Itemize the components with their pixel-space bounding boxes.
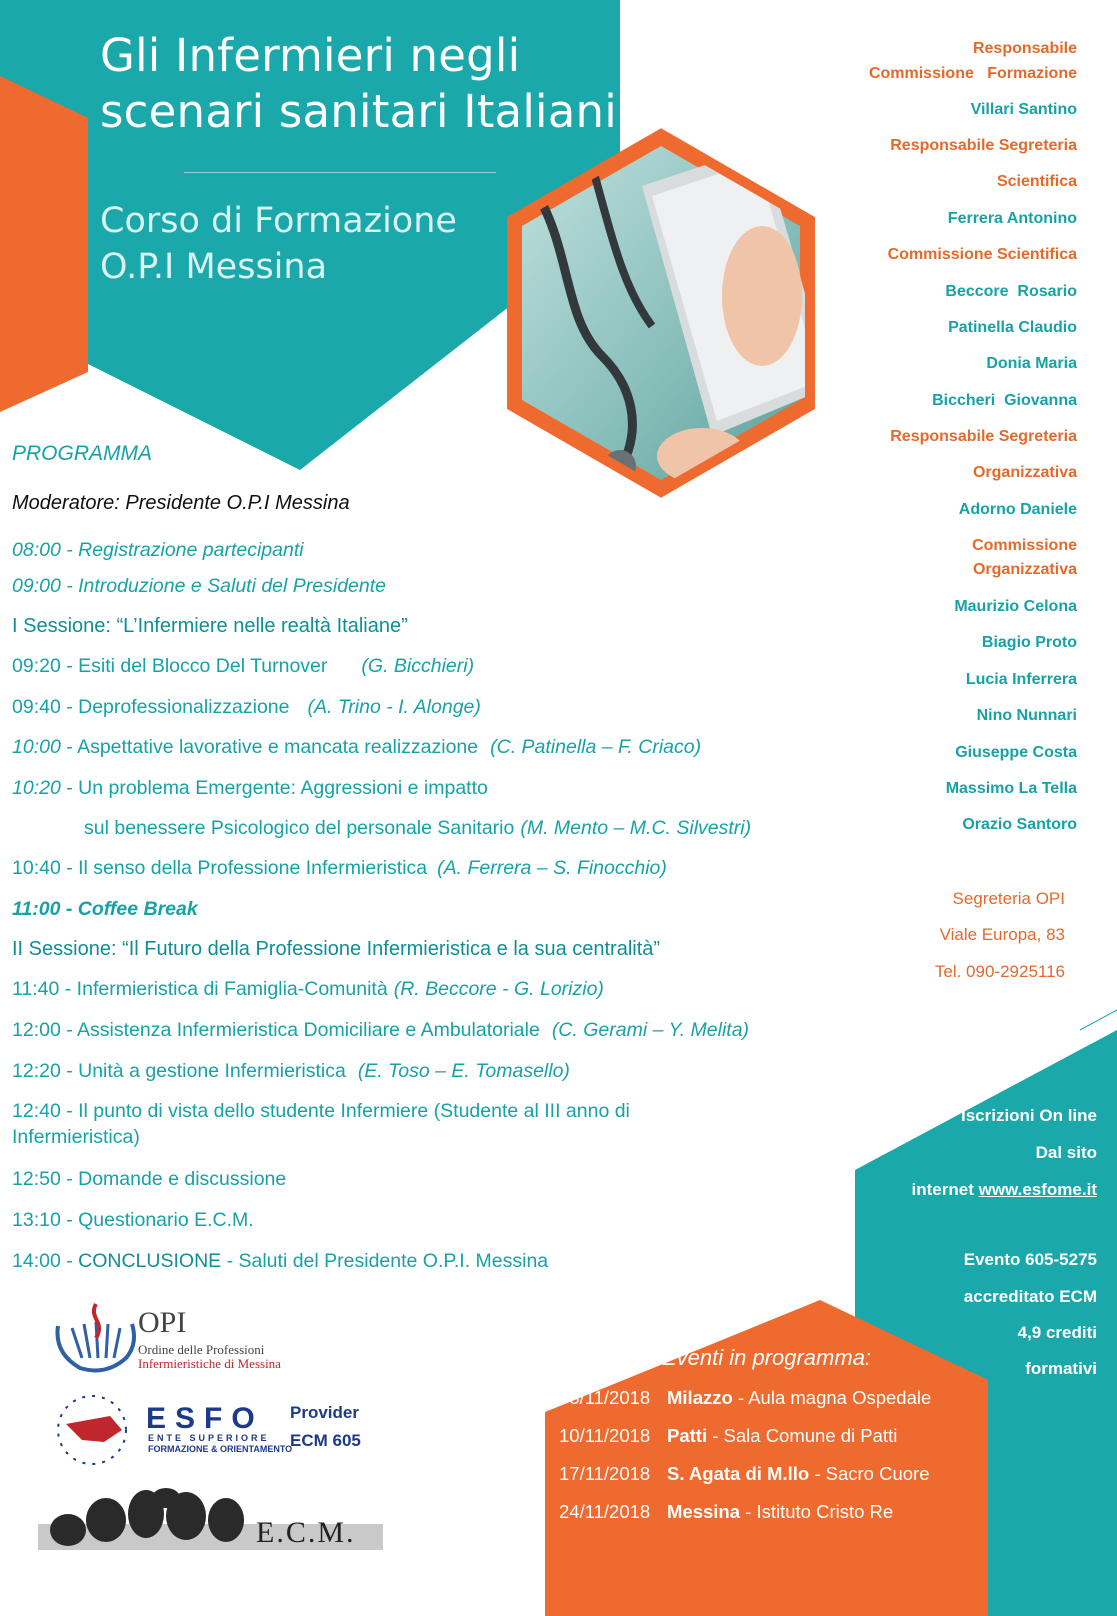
agenda-bold: CONCLUSIONE	[78, 1250, 222, 1272]
agenda-speaker: (G. Bicchieri)	[361, 655, 475, 677]
ecm-line-4: formativi	[1025, 1359, 1097, 1378]
event-place: S. Agata di M.llo	[667, 1463, 810, 1484]
agenda-speaker: (C. Patinella – F. Criaco)	[490, 736, 702, 758]
organizer-line: Massimo La Tella	[945, 780, 1077, 797]
event-venue: - Sacro Cuore	[809, 1463, 930, 1484]
organizer-line: Maurizio Celona	[954, 598, 1077, 615]
secretariat-phone: Tel. 090-2925116	[934, 962, 1065, 981]
opi-logo	[52, 1298, 352, 1378]
organizer-line: Responsabile Segreteria	[890, 137, 1077, 154]
agenda-text: 12:20 - Unità a gestione Infermieristica	[12, 1060, 346, 1082]
provider-line-1: Provider	[290, 1403, 359, 1422]
agenda-item-1400	[12, 1248, 548, 1274]
agenda-item-1240-line2: Infermieristica)	[12, 1126, 140, 1148]
ecm-line-3: 4,9 crediti	[1017, 1323, 1097, 1342]
subtitle-line-2: O.P.I Messina	[100, 247, 328, 287]
agenda-text: 09:40 - Deprofessionalizzazione	[12, 696, 290, 718]
organizer-line: Commissione	[972, 537, 1077, 554]
programme-heading: PROGRAMMA	[12, 442, 153, 465]
organizer-line: Giuseppe Costa	[955, 744, 1077, 761]
agenda-item-1310: 13:10 - Questionario E.C.M.	[12, 1209, 254, 1231]
agenda-item-1240: 12:40 - Il punto di vista dello studente Infermiere (Studente al III anno di	[12, 1100, 630, 1122]
agenda-text: sul benessere Psicologico del personale Sanitario	[84, 817, 515, 839]
registration-link[interactable]: www.esfome.it	[978, 1180, 1097, 1199]
title-line-1: Gli Infermieri negli	[100, 29, 521, 82]
organizer-line: Biagio Proto	[981, 634, 1077, 651]
agenda-text: - Un problema Emergente: Aggressioni e impatto	[60, 777, 488, 799]
agenda-time: 14:00 -	[12, 1250, 79, 1272]
subtitle-line-1: Corso di Formazione	[100, 201, 457, 241]
organizer-line: Responsabile Segreteria	[890, 428, 1077, 445]
agenda-speaker: (A. Ferrera – S. Finocchio)	[437, 857, 667, 879]
event-date: 03/11/2018	[559, 1387, 651, 1408]
registration-line-1: Iscrizioni On line	[960, 1106, 1097, 1125]
agenda-item-0900: 09:00 - Introduzione e Saluti del Presidente	[12, 575, 386, 597]
organizer-line: Patinella Claudio	[948, 319, 1077, 336]
event-date: 17/11/2018	[559, 1463, 651, 1484]
ecm-text: E.C.M.	[256, 1516, 356, 1549]
organizer-line: Organizzativa	[972, 561, 1077, 578]
event-venue: - Istituto Cristo Re	[740, 1501, 894, 1522]
agenda-item-1250: 12:50 - Domande e discussione	[12, 1168, 287, 1190]
event-place: Milazzo	[667, 1387, 733, 1408]
event-item	[559, 1387, 931, 1409]
agenda-text: 12:00 - Assistenza Infermieristica Domiciliare e Ambulatoriale	[12, 1019, 540, 1041]
agenda-text: - Aspettative lavorative e mancata realizzazione	[60, 736, 479, 758]
agenda-item-1000	[12, 734, 701, 760]
agenda-text: 11:40 - Infermieristica di Famiglia-Comunità	[12, 978, 388, 1000]
organizer-line: Donia Maria	[986, 355, 1077, 372]
event-date: 10/11/2018	[559, 1425, 651, 1446]
agenda-item-0920	[12, 653, 474, 679]
organizer-line: Scientifica	[996, 173, 1077, 190]
session-1-title: I Sessione: “L’Infermiere nelle realtà Italiane”	[12, 615, 408, 637]
organizer-line: Nino Nunnari	[976, 707, 1077, 724]
agenda-speaker: (R. Beccore - G. Lorizio)	[393, 978, 604, 1000]
organizer-line: Organizzativa	[972, 464, 1077, 481]
agenda-time: 10:00	[12, 736, 61, 758]
organizer-line: Orazio Santoro	[962, 816, 1077, 833]
opi-name: OPI	[138, 1306, 187, 1339]
organizer-line: Adorno Daniele	[958, 501, 1077, 518]
event-place: Messina	[667, 1501, 741, 1522]
events-box	[545, 1300, 988, 1600]
agenda-item-1200	[12, 1017, 749, 1043]
organizer-line: Biccheri Giovanna	[932, 392, 1077, 409]
secretariat-name: Segreteria OPI	[952, 889, 1065, 908]
agenda-item-1020	[12, 775, 488, 801]
events-title: Eventi in programma:	[661, 1345, 872, 1370]
esfo-logo	[52, 1390, 382, 1470]
right-corner-line	[1080, 1010, 1117, 1030]
agenda-item-1140	[12, 976, 604, 1002]
ecm-logo	[38, 1486, 388, 1566]
organizer-line: Lucia Inferrera	[965, 671, 1077, 688]
event-item	[559, 1501, 893, 1523]
agenda-speaker: (M. Mento – M.C. Silvestri)	[520, 817, 752, 839]
esfo-sub1: ENTE SUPERIORE	[148, 1433, 270, 1443]
session-2-title: II Sessione: “Il Futuro della Professione Infermieristica e la sua centralità”	[12, 938, 661, 960]
organizer-line: Ferrera Antonino	[947, 210, 1077, 227]
secretariat-address: Viale Europa, 83	[939, 925, 1065, 944]
event-place: Patti	[667, 1425, 708, 1446]
organizer-line: Villari Santino	[970, 101, 1077, 118]
agenda-text: - Saluti del Presidente O.P.I. Messina	[221, 1250, 549, 1272]
opi-sub2: Infermieristiche di Messina	[138, 1356, 281, 1371]
event-item	[559, 1425, 897, 1447]
moderator: Moderatore: Presidente O.P.I Messina	[12, 492, 350, 514]
agenda-speaker: (E. Toso – E. Tomasello)	[357, 1060, 570, 1082]
event-date: 24/11/2018	[559, 1501, 651, 1522]
ecm-line-1: Evento 605-5275	[963, 1250, 1097, 1269]
opi-sub1: Ordine delle Professioni	[138, 1342, 265, 1357]
agenda-item-0940	[12, 694, 481, 720]
registration-line-3	[912, 1180, 1097, 1200]
organizer-line: Commissione Formazione	[868, 65, 1077, 82]
esfo-name: ESFO	[146, 1402, 264, 1435]
agenda	[12, 0, 842, 1300]
provider-line-2: ECM 605	[290, 1431, 361, 1450]
agenda-item-0800: 08:00 - Registrazione partecipanti	[12, 539, 304, 561]
registration-prefix: internet	[911, 1180, 979, 1199]
esfo-sub2: FORMAZIONE & ORIENTAMENTO	[148, 1444, 293, 1454]
agenda-text: 10:40 - Il senso della Professione Infermieristica	[12, 857, 428, 879]
organizer-line: Commissione Scientifica	[887, 246, 1077, 263]
registration-line-2: Dal sito	[1035, 1143, 1097, 1162]
coffee-break: 11:00 - Coffee Break	[12, 898, 198, 920]
agenda-time: 10:20	[12, 777, 61, 799]
organizer-line: Responsabile	[972, 40, 1077, 57]
ecm-line-2: accreditato ECM	[963, 1287, 1097, 1306]
agenda-item-1040	[12, 855, 667, 881]
agenda-speaker: (C. Gerami – Y. Melita)	[551, 1019, 750, 1041]
organizer-line: Beccore Rosario	[945, 283, 1077, 300]
event-venue: - Sala Comune di Patti	[707, 1425, 898, 1446]
agenda-text: 09:20 - Esiti del Blocco Del Turnover	[12, 655, 328, 677]
agenda-speaker: (A. Trino - I. Alonge)	[307, 696, 481, 718]
event-venue: - Aula magna Ospedale	[732, 1387, 932, 1408]
agenda-item-1220	[12, 1058, 570, 1084]
event-item	[559, 1463, 929, 1485]
title-line-2: scenari sanitari Italiani	[100, 85, 617, 138]
organizers-list	[860, 40, 1097, 860]
agenda-item-1020-line2	[84, 815, 751, 841]
